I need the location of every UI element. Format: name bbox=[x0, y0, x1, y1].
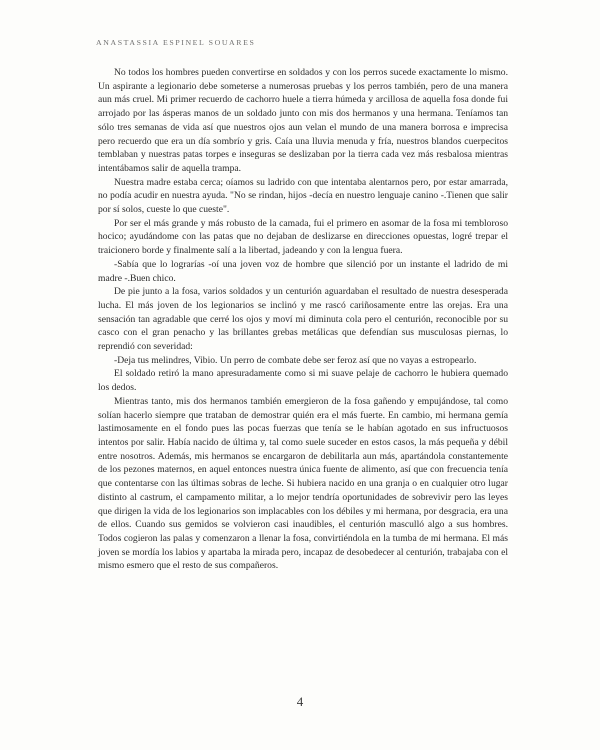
paragraph: Mientras tanto, mis dos hermanos también emergieron de la fosa gañendo y empujándose, tal como solían hacerlo siempre que trataban de demostrar quién era el más fuerte. En cambio, mi hermana gemía lastimosamente en el fondo pues las pocas fuerzas que tenía se le habían agotado en sus infructuosos intentos por salir. Había nacido de última y, tal como suele suceder en estos casos, la más pequeña y débil entre nosotros. Además, mis hermanos se encargaron de debilitarla aun más, apartándola constantemente de los pezones maternos, en aquel entonces nuestra única fuente de alimento, así que con frecuencia tenía que contentarse con las últimas sobras de leche. Si hubiera nacido en una granja o en cualquier otro lugar distinto al castrum, el campamento militar, a lo mejor tendría oportunidades de sobrevivir pero las leyes que dirigen la vida de los legionarios son implacables con los débiles y mi hermana, por desgracia, era una de ellos. Cuando sus gemidos se volvieron casi inaudibles, el centurión masculló algo a sus hombres. Todos cogieron las palas y comenzaron a llenar la fosa, convirtiéndola en la tumba de mi hermana. El más joven se mordía los labios y apartaba la mirada pero, incapaz de desobedecer al centurión, trabajaba con el mismo esmero que el resto de sus compañeros. bbox=[98, 395, 508, 572]
paragraph: El soldado retiró la mano apresuradamente como si mi suave pelaje de cachorro le hubiera quemado los dedos. bbox=[98, 368, 508, 394]
page-number: 4 bbox=[296, 694, 304, 709]
paragraph: De pie junto a la fosa, varios soldados y un centurión aguardaban el resultado de nuestra desesperada lucha. El más joven de los legionarios se inclinó y me rascó cariñosamente entre las orejas. Era una sensación tan agradable que cerré los ojos y moví mi diminuta cola pero el centurión, reconocible por su casco con el gran penacho y las brillantes grebas metálicas que defendían sus musculosas piernas, lo reprendió con severidad: bbox=[98, 286, 508, 353]
paragraph: -Sabía que lo lograrías -oí una joven voz de hombre que silenció por un instante el ladrido de mi madre -.Buen chico. bbox=[98, 258, 508, 284]
paragraph: -Deja tus melindres, Vibio. Un perro de combate debe ser feroz así que no vayas a estropearlo. bbox=[114, 354, 477, 366]
paragraph: Por ser el más grande y más robusto de la camada, fui el primero en asomar de la fosa mi tembloroso hocico; ayudándome con las patas que no dejaban de deslizarse en direcciones opuestas, logré trepar el traicionero borde y finalmente salí a la libertad, jadeando y con la lengua fuera. bbox=[98, 217, 508, 257]
paragraph: No todos los hombres pueden convertirse en soldados y con los perros sucede exactamente lo mismo. Un aspirante a legionario debe someterse a numerosas pruebas y los perros también, pero de una manera aun más cruel. Mi primer recuerdo de cachorro huele a tierra húmeda y arcillosa de aquella fosa donde fui arrojado por las ásperas manos de un soldado junto con mis dos hermanos y una hermana. Teníamos tan sólo tres semanas de vida así que nuestros ojos aun velan el mundo de una manera borrosa e imprecisa pero recuerdo que era un día sombrío y gris. Caía una lluvia menuda y fría, nuestros blandos cuerpecitos temblaban y nuestras patas torpes e inseguras se deslizaban por la tierra cada vez más resbalosa mientras intentábamos salir de aquella trampa. bbox=[98, 67, 508, 174]
chapter-body bbox=[98, 66, 508, 573]
paragraph: Nuestra madre estaba cerca; oíamos su ladrido con que intentaba alentarnos pero, por estar amarrada, no podía acudir en nuestra ayuda. "No se rindan, hijos -decía en nuestro lenguaje canino -.Tienen que salir por sí solos, cueste lo que cueste". bbox=[98, 176, 508, 216]
running-header-author: ANASTASSIA ESPINEL SOUARES bbox=[96, 38, 256, 47]
